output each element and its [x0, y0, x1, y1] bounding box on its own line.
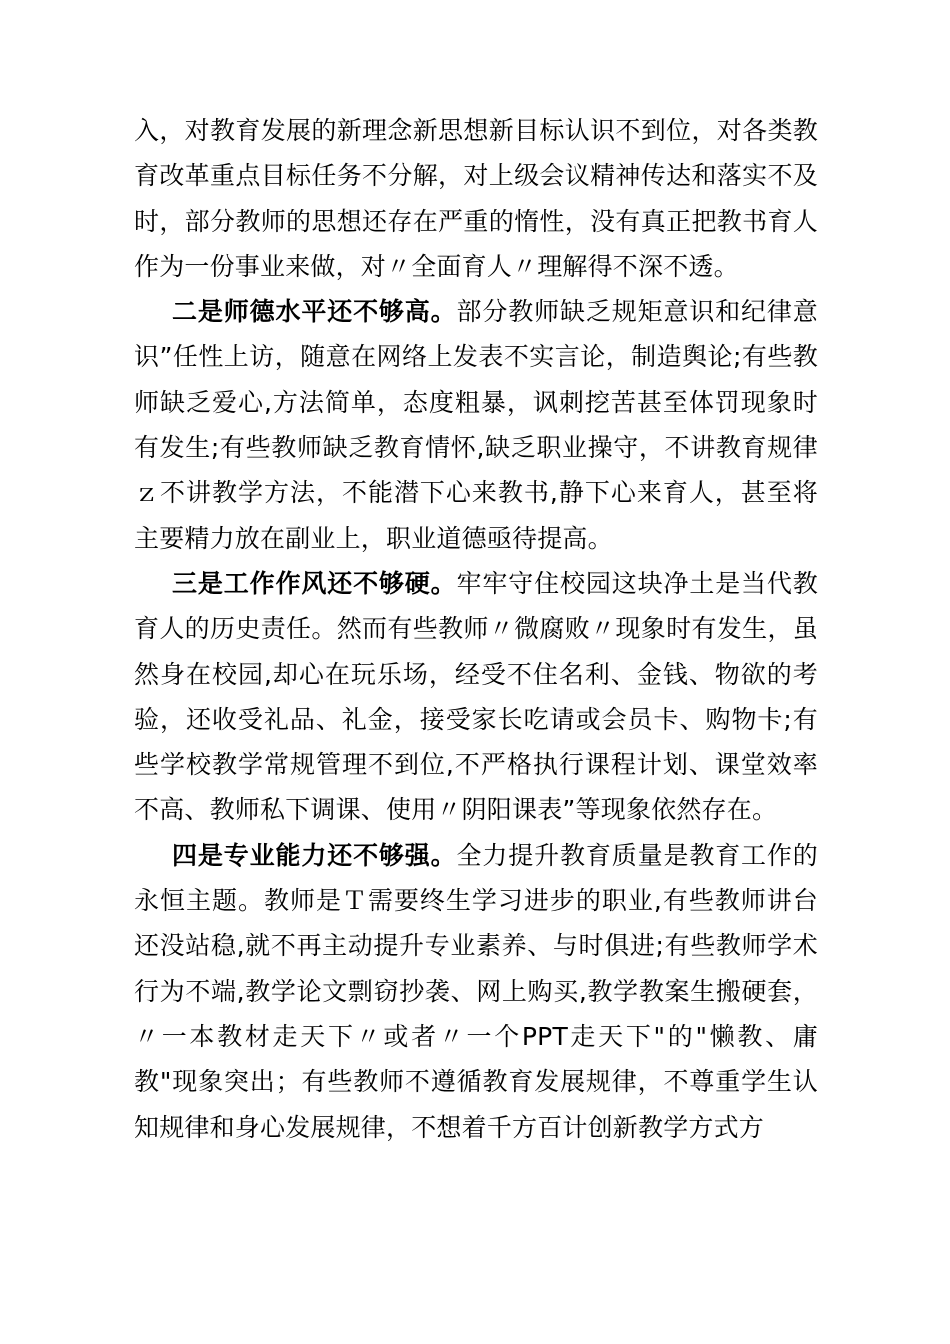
paragraph-professional-ability	[134, 833, 818, 1150]
paragraph-continuation	[134, 108, 818, 289]
paragraph-heading: 四是专业能力还不够强。	[172, 840, 457, 870]
paragraph-text: 入，对教育发展的新理念新思想新目标认识不到位，对各类教育改革重点目标任务不分解，对上级会议精神传达和落实不及时，部分教师的思想还存在严重的惰性，没有真正把教书育人作为一份事业来做，对〃全面育人〃理解得不深不透。	[134, 116, 818, 281]
paragraph-heading: 二是师德水平还不够高。	[172, 297, 457, 327]
document-body	[134, 108, 818, 1150]
paragraph-heading: 三是工作作风还不够硬。	[172, 568, 457, 598]
paragraph-teacher-ethics	[134, 289, 818, 561]
paragraph-text: 全力提升教育质量是教育工作的永恒主题。教师是Ｔ需要终生学习进步的职业,有些教师讲台还没站稳,就不再主动提升专业素养、与时俱进;有些教师学术行为不端,教学论文剽窃抄袭、网上购买,教学教案生搬硬套，〃一本教材走天下〃或者〃一个PPT走天下"的"懒教、庸教"现象突出；有些教师不遵循教育发展规律，不尊重学生认知规律和身心发展规律，不想着千方百计创新教学方式方	[134, 840, 818, 1142]
paragraph-text: 牢牢守住校园这块净土是当代教育人的历史责任。然而有些教师〃微腐败〃现象时有发生，虽然身在校园,却心在玩乐场，经受不住名利、金钱、物欲的考验，还收受礼品、礼金，接受家长吃请或会员卡、购物卡;有些学校教学常规管理不到位,不严格执行课程计划、课堂效率不高、教师私下调课、使用〃阴阳课表”等现象依然存在。	[134, 568, 818, 825]
paragraph-work-style	[134, 561, 818, 833]
paragraph-text: 部分教师缺乏规矩意识和纪律意识”任性上访，随意在网络上发表不实言论，制造舆论;有些教师缺乏爱心,方法简单，态度粗暴，讽刺挖苦甚至体罚现象时有发生;有些教师缺乏教育情怀,缺乏职业操守，不讲教育规律ｚ不讲教学方法，不能潜下心来教书,静下心来育人，甚至将主要精力放在副业上，职业道德亟待提高。	[134, 297, 818, 553]
